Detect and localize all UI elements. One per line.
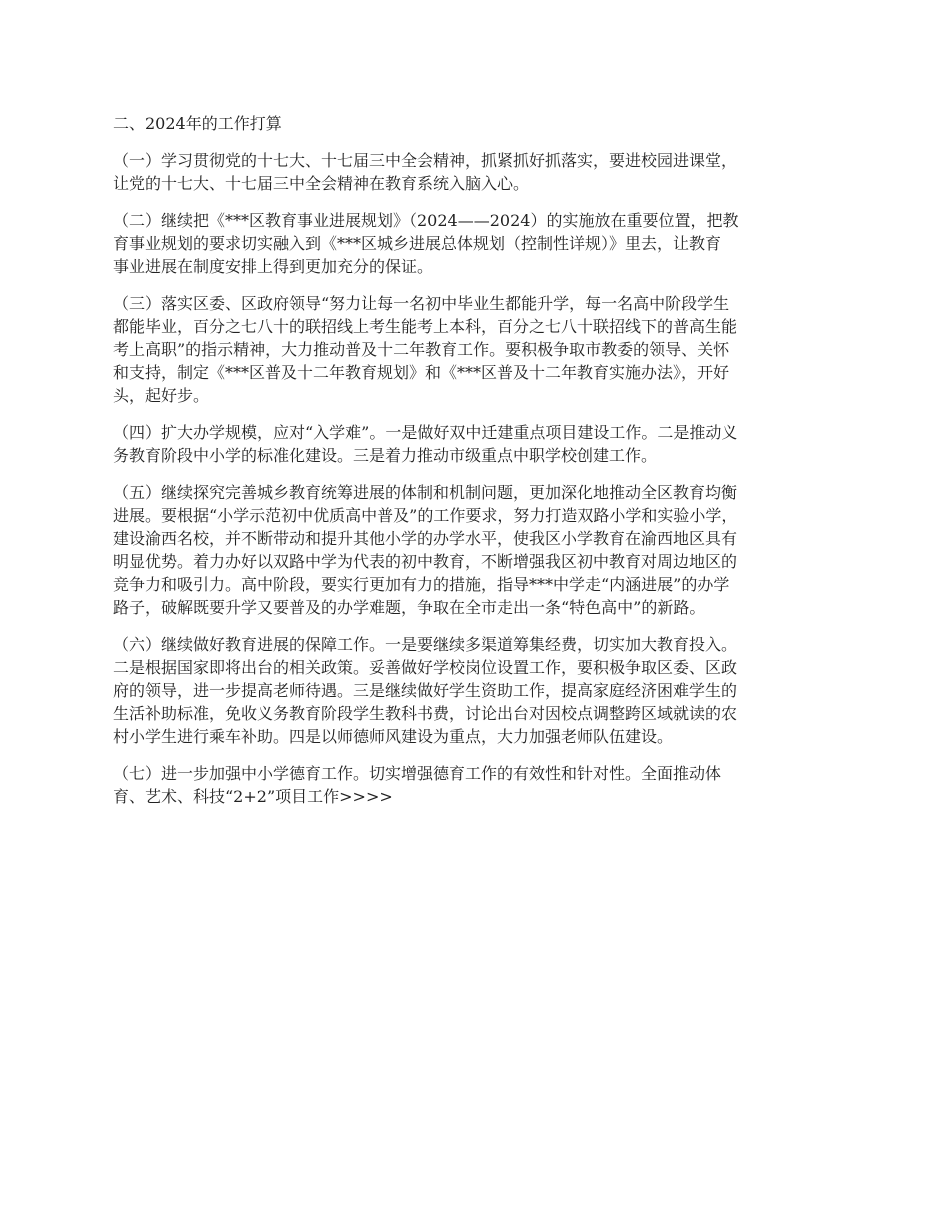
paragraph-line: 让党的十七大、十七届三中全会精神在教育系统入脑入心。 (113, 174, 530, 193)
paragraph-2 (113, 209, 838, 278)
paragraph-line: 村小学生进行乘车补助。四是以师德师风建设为重点，大力加强老师队伍建设。 (113, 727, 674, 746)
paragraph-line: （七）进一步加强中小学德育工作。切实增强德育工作的有效性和针对性。全面推动体 (113, 764, 722, 783)
paragraph-line: （三）落实区委、区政府领导“努力让每一名初中毕业生都能升学，每一名高中阶段学生 (113, 294, 730, 313)
paragraph-line: （一）学习贯彻党的十七大、十七届三中全会精神，抓紧抓好抓落实，要进校园进课堂， (113, 151, 738, 170)
paragraph-line: （六）继续做好教育进展的保障工作。一是要继续多渠道筹集经费，切实加大教育投入。 (113, 635, 738, 654)
paragraph-line: 生活补助标准，免收义务教育阶段学生教科书费，讨论出台对因校点调整跨区域就读的农 (113, 704, 738, 723)
paragraph-line: （二）继续把《***区教育事业进展规划》（2024——2024）的实施放在重要位置，把教 (113, 211, 739, 230)
paragraph-4 (113, 421, 838, 467)
paragraph-1 (113, 149, 838, 195)
paragraph-line: 二是根据国家即将出台的相关政策。妥善做好学校岗位设置工作，要积极争取区委、区政 (113, 658, 738, 677)
section-heading: 二、2024年的工作打算 (113, 114, 282, 133)
paragraph-line: 头，起好步。 (113, 386, 210, 405)
paragraph-line: 府的领导，进一步提高老师待遇。三是继续做好学生资助工作，提高家庭经济困难学生的 (113, 681, 738, 700)
paragraph-line: 考上高职”的指示精神，大力推动普及十二年教育工作。要积极争取市教委的领导、关怀 (113, 340, 730, 359)
paragraph-line: 和支持，制定《***区普及十二年教育规划》和《***区普及十二年教育实施办法》，开好 (113, 363, 730, 382)
paragraph-line: 育、艺术、科技“2+2”项目工作>>>> (113, 787, 393, 806)
paragraph-line: （四）扩大办学规模，应对“入学难”。一是做好双中迁建重点项目建设工作。二是推动义 (113, 423, 738, 442)
paragraph-line: 建设渝西名校，并不断带动和提升其他小学的办学水平，使我区小学教育在渝西地区具有 (113, 529, 738, 548)
paragraph-6 (113, 633, 838, 748)
paragraph-line: 务教育阶段中小学的标准化建设。三是着力推动市级重点中职学校创建工作。 (113, 446, 658, 465)
paragraph-7 (113, 762, 838, 808)
paragraph-line: 都能毕业，百分之七八十的联招线上考生能考上本科，百分之七八十联招线下的普高生能 (113, 317, 738, 336)
paragraph-line: 事业进展在制度安排上得到更加充分的保证。 (113, 257, 434, 276)
paragraph-line: 路子，破解既要升学又要普及的办学难题，争取在全市走出一条“特色高中”的新路。 (113, 598, 706, 617)
paragraph-5 (113, 481, 838, 619)
paragraph-line: 进展。要根据“小学示范初中优质高中普及”的工作要求，努力打造双路小学和实验小学， (113, 506, 738, 525)
paragraph-line: （五）继续探究完善城乡教育统筹进展的体制和机制问题，更加深化地推动全区教育均衡 (113, 483, 738, 502)
paragraph-line: 明显优势。着力办好以双路中学为代表的初中教育，不断增强我区初中教育对周边地区的 (113, 552, 738, 571)
paragraph-line: 竞争力和吸引力。高中阶段，要实行更加有力的措施，指导***中学走“内涵进展”的办学 (113, 575, 730, 594)
paragraph-line: 育事业规划的要求切实融入到《***区城乡进展总体规划（控制性详规）》里去，让教育 (113, 234, 722, 253)
paragraph-3 (113, 292, 838, 407)
